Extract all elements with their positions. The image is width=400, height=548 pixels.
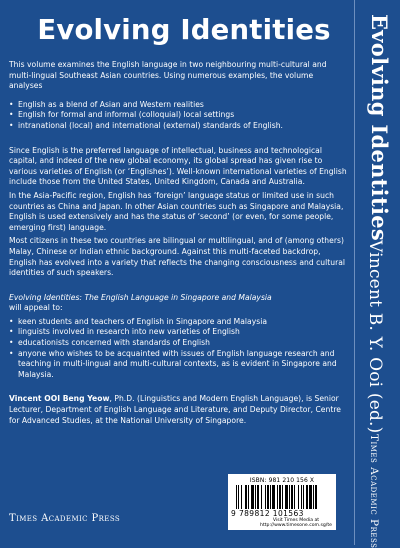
barcode-bar bbox=[265, 485, 266, 509]
isbn-text: ISBN: 981 210 156 X bbox=[249, 477, 315, 484]
author-bio-text: , Ph.D. (Linguistics and Modern English Language), is Senior Lecturer, Department of English Language and Literature, and Deputy Director, Centre for Advanced Studies, at the National University of Singapore. bbox=[9, 394, 341, 425]
barcode-bar bbox=[261, 485, 262, 509]
barcode-number: 9 789812 101563 bbox=[231, 509, 304, 518]
barcode-bar bbox=[298, 485, 299, 509]
analyses-item: • intranational (local) and international (external) standards of English. bbox=[9, 121, 347, 132]
publisher-imprint: Times Academic Press bbox=[9, 513, 121, 524]
barcode-bar bbox=[309, 485, 312, 509]
analyses-item: • English as a blend of Asian and Western realities bbox=[9, 100, 347, 111]
barcode-label bbox=[228, 474, 336, 530]
analyses-list bbox=[9, 100, 347, 132]
barcode-bar bbox=[289, 485, 290, 509]
barcode-visit-note bbox=[256, 518, 336, 528]
barcode-bar bbox=[282, 485, 283, 509]
spine-title: Evolving Identities bbox=[367, 14, 392, 242]
appeal-item: • linguists involved in research into new varieties of English bbox=[9, 327, 347, 338]
barcode-bar bbox=[236, 485, 237, 509]
appeal-item: • educationists concerned with standards of English bbox=[9, 338, 347, 349]
spine-author: Vincent B. Y. Ooi (ed.) bbox=[365, 240, 385, 434]
barcode-bar bbox=[315, 485, 317, 509]
barcode-bar bbox=[238, 485, 239, 509]
barcode-bar bbox=[306, 485, 308, 509]
barcode-bar bbox=[267, 485, 269, 509]
paragraph-citizens: Most citizens in these two countries are bilingual or multilingual, and of (among others) Malay, Chinese or Indian ethnic background. Against this multi-faceted backdrop, English has evolved into a variety that reflects the changing consciousness and cultural identities of such speakers. bbox=[9, 236, 346, 278]
author-bio bbox=[9, 394, 347, 426]
paragraph-asia-pacific: In the Asia-Pacific region, English has ‘foreign’ language status or limited use in such countries as China and Japan. In other Asian countries such as Singapore and Malaysia, English is used extensively and has the status of ‘second’ (or even, for some people, emerging first) language. bbox=[9, 190, 344, 232]
barcode-bar bbox=[272, 485, 275, 509]
barcode-bar bbox=[291, 485, 293, 509]
appeal-book-title: Evolving Identities: The English Language in Singapore and Malaysia bbox=[9, 292, 272, 302]
author-bio-name: Vincent OOI Beng Yeow bbox=[9, 394, 110, 404]
barcode-bar bbox=[301, 485, 302, 509]
spine-publisher: Times Academic Press bbox=[368, 434, 380, 548]
paragraph-global-english: Since English is the preferred language of intellectual, business and technological capital, and indeed of the new global economy, its global spread has given rise to various varieties of English (or ‘Englishes’). Well-known international varieties of English include those from the United States, United Kingdom, Canada and Australia. bbox=[9, 145, 347, 187]
barcode-bar bbox=[270, 485, 271, 509]
barcode-bar bbox=[294, 485, 295, 509]
barcode-bar bbox=[245, 485, 247, 509]
intro-paragraph: This volume examines the English language in two neighbouring multi-cultural and multi-lingual Southeast Asian countries. Using numerous examples, the volume analyses bbox=[9, 60, 327, 91]
appeal-item: • anyone who wishes to be acquainted with issues of English language research and teaching in multi-lingual and multi-cultural contexts, as is evident in Singapore and Malaysia. bbox=[9, 349, 347, 381]
barcode-bar bbox=[285, 485, 288, 509]
appeal-lead: will appeal to: bbox=[9, 303, 63, 313]
appeal-list bbox=[9, 317, 347, 381]
barcode-bars bbox=[236, 485, 328, 509]
barcode-bar bbox=[241, 485, 242, 509]
barcode-visit-line: Visit Times Media at bbox=[272, 518, 320, 523]
barcode-bar bbox=[257, 485, 259, 509]
appeal-item: • keen students and teachers of English in Singapore and Malaysia bbox=[9, 317, 347, 328]
back-cover-blurb bbox=[9, 60, 347, 426]
barcode-bar bbox=[248, 485, 249, 509]
barcode-bar bbox=[279, 485, 281, 509]
back-cover-title: Evolving Identities bbox=[37, 14, 331, 46]
analyses-item: • English for formal and informal (colloquial) local settings bbox=[9, 110, 347, 121]
barcode-visit-url: http://www.timesone.com.sg/te bbox=[260, 523, 332, 529]
barcode-bar bbox=[251, 485, 254, 509]
barcode-bar bbox=[303, 485, 304, 509]
barcode-bar bbox=[255, 485, 256, 509]
barcode-bar bbox=[313, 485, 314, 509]
barcode-bar bbox=[277, 485, 278, 509]
